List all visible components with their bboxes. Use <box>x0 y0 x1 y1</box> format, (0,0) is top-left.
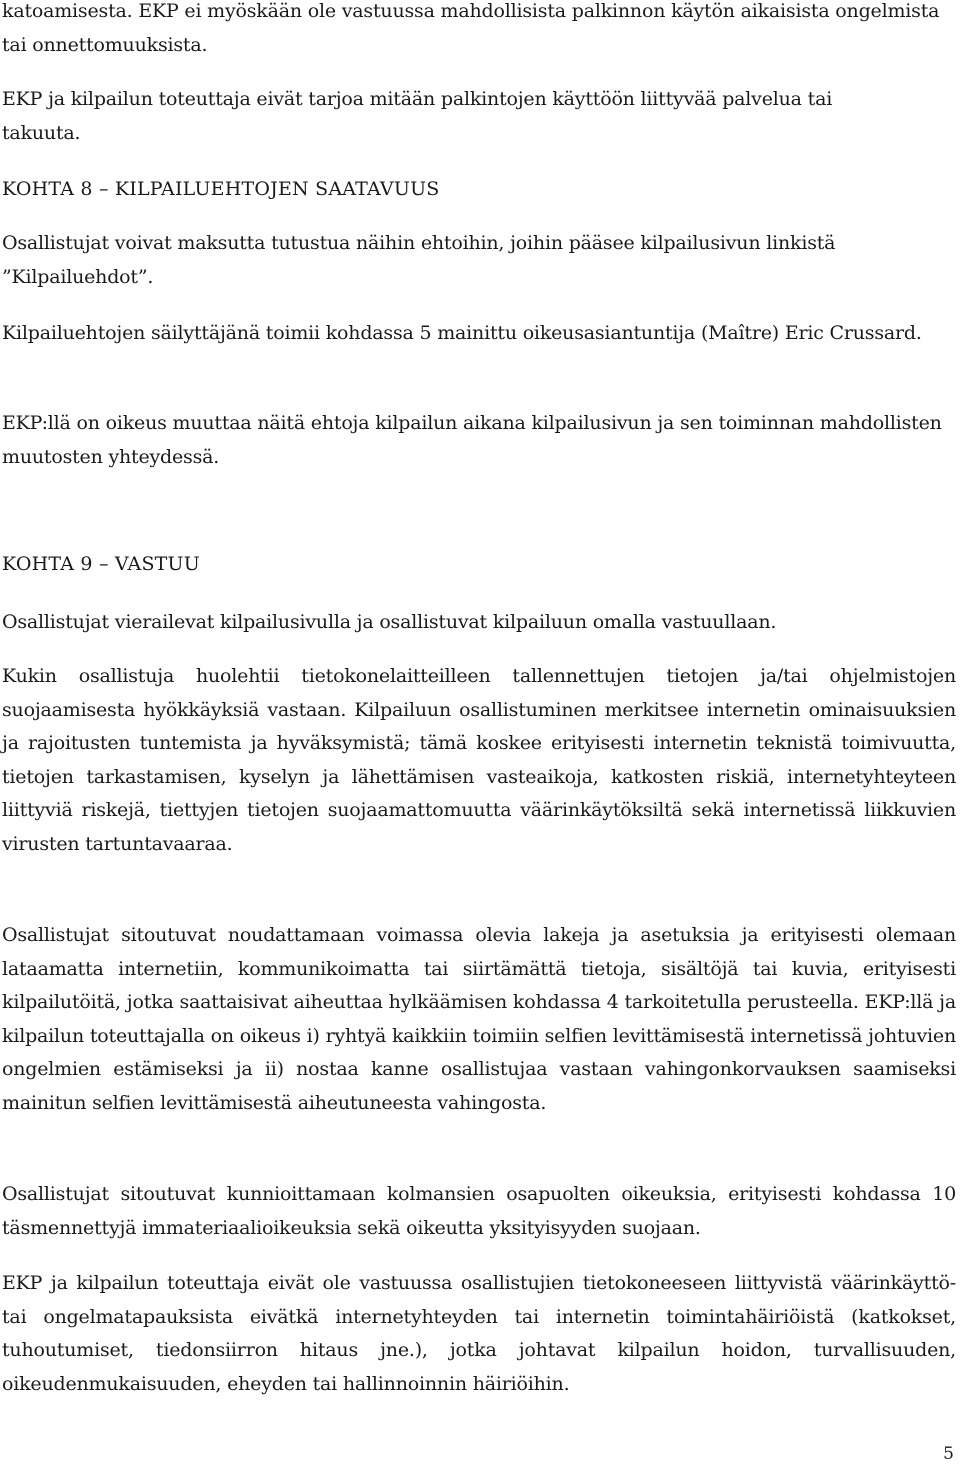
paragraph-prize-liability: katoamisesta. EKP ei myöskään ole vastuussa mahdollisista palkinnon käytön aikaisista ongelmista tai onnettomuuksista. <box>2 0 940 56</box>
paragraph-no-warranty: EKP ja kilpailun toteuttaja eivät tarjoa mitään palkintojen käyttöön liittyvää palvelua tai takuuta. <box>2 88 833 144</box>
paragraph-legal-compliance: Osallistujat sitoutuvat noudattamaan voimassa olevia lakeja ja asetuksia ja erityisesti olemaan lataamatta internetiin, kommunikoimatta tai siirtämättä tietoja, sisältöjä tai kuvia, erityisesti kilpailutöitä, jotka saattaisivat aiheuttaa hylkäämisen kohdassa 4 tarkoitetulla perusteella. EKP:llä ja kilpailun toteuttajalla on oikeus i) ryhtyä kaikkiin toimiin selfien levittämisestä internetissä johtuvien ongelmien estämiseksi ja ii) nostaa kanne osallistujaa vastaan vahingonkorvauksen saamiseksi mainitun selfien levittämisestä aiheutuneesta vahingosta. <box>2 924 956 1114</box>
paragraph-terms-custodian: Kilpailuehtojen säilyttäjänä toimii kohdassa 5 mainittu oikeusasiantuntija (Maître) Eric Crussard. <box>2 322 922 344</box>
paragraph-terms-changes: EKP:llä on oikeus muuttaa näitä ehtoja kilpailun aikana kilpailusivun ja sen toiminnan mahdollisten muutosten yhteydessä. <box>2 412 942 468</box>
page-number: 5 <box>943 1444 954 1464</box>
heading-section-8: KOHTA 8 – KILPAILUEHTOJEN SAATAVUUS <box>2 178 440 200</box>
paragraph-terms-availability: Osallistujat voivat maksutta tutustua näihin ehtoihin, joihin pääsee kilpailusivun linkistä ”Kilpailuehdot”. <box>2 232 836 288</box>
heading-section-9: KOHTA 9 – VASTUU <box>2 553 200 575</box>
paragraph-own-responsibility: Osallistujat vierailevat kilpailusivulla ja osallistuvat kilpailuun omalla vastuullaan. <box>2 611 777 633</box>
paragraph-data-protection: Kukin osallistuja huolehtii tietokonelaitteilleen tallennettujen tietojen ja/tai ohjelmistojen suojaamisesta hyökkäyksiä vastaan. Kilpailuun osallistuminen merkitsee internetin ominaisuuksien ja rajoitusten tuntemista ja hyväksymistä; tämä koskee erityisesti internetin teknistä toimivuutta, tietojen tarkastamisen, kyselyn ja lähettämisen vasteaikoja, katkosten riskiä, internetyhteyteen liittyviä riskejä, tiettyjen tietojen suojaamattomuutta väärinkäytöksiltä sekä internetissä liikkuvien virusten tartuntavaaraa. <box>2 665 956 855</box>
paragraph-disclaimer: EKP ja kilpailun toteuttaja eivät ole vastuussa osallistujien tietokoneeseen liittyvistä väärinkäyttö- tai ongelmatapauksista eivätkä internetyhteyden tai internetin toimintahäiriöistä (katkokset, tuhoutumiset, tiedonsiirron hitaus jne.), jotka johtavat kilpailun hoidon, turvallisuuden, oikeudenmukaisuuden, eheyden tai hallinnoinnin häiriöihin. <box>2 1272 956 1395</box>
paragraph-third-party-rights: Osallistujat sitoutuvat kunnioittamaan kolmansien osapuolten oikeuksia, erityisesti kohdassa 10 täsmennettyjä immateriaalioikeuksia sekä oikeutta yksityisyyden suojaan. <box>2 1183 956 1239</box>
